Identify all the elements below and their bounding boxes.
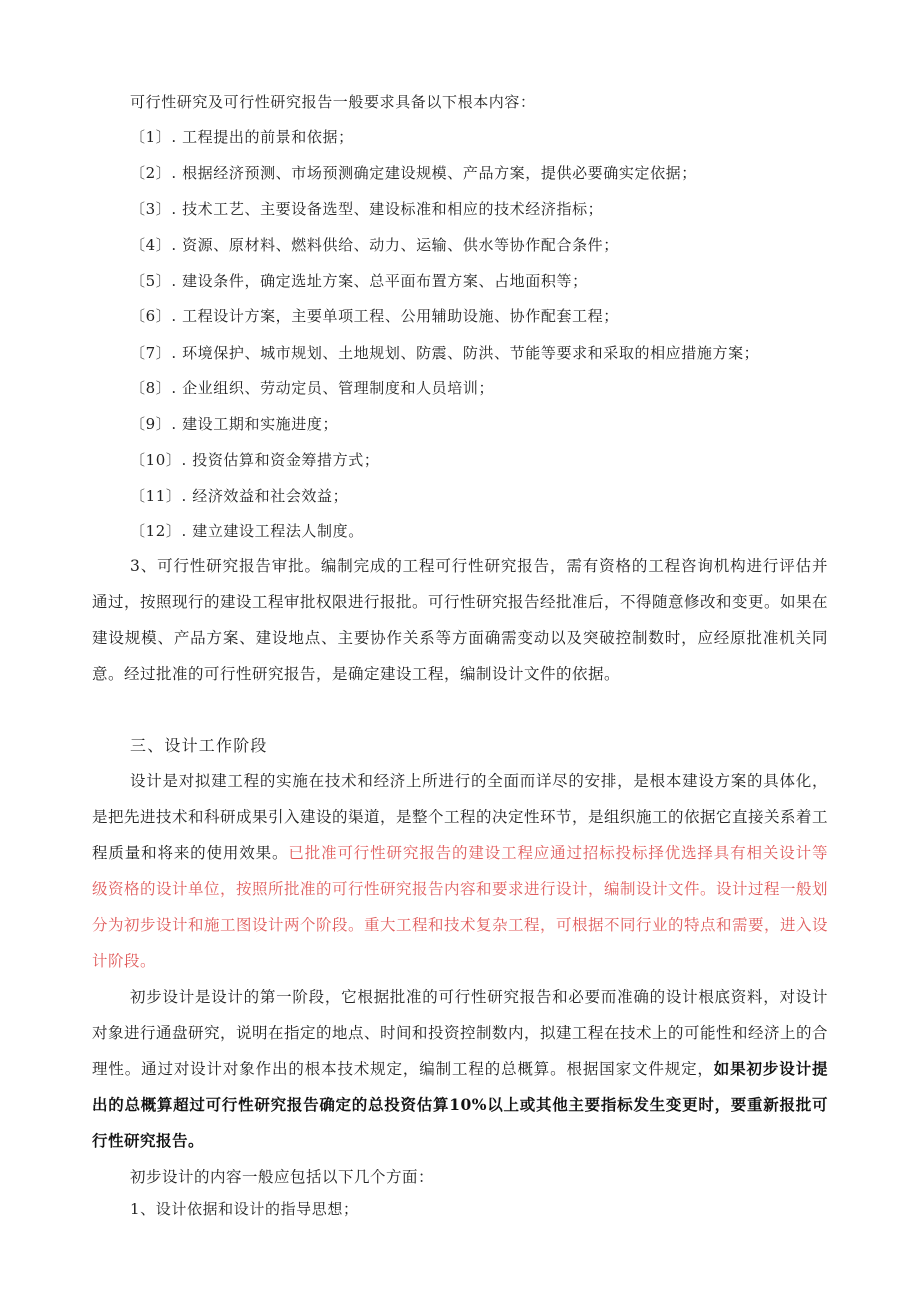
preliminary-text: 初步设计是设计的第一阶段，它根据批准的可行性研究报告和必要而准确的设计根底资料，对设计对象进行通盘研究，说明在指定的地点、时间和投资控制数内，拟建工程在技术上的可能性和经济上的合理性。通过对设计对象作出的根本技术规定，编制工程的总概算。根据国家文件规定，: [92, 988, 829, 1078]
list-item: 〔11〕. 经济效益和社会效益；: [130, 487, 349, 505]
list-item: 〔3〕. 技术工艺、主要设备选型、建设标准和相应的技术经济指标；: [130, 200, 604, 218]
list-item: 〔12〕. 建立建设工程法人制度。: [130, 522, 364, 540]
preliminary-emphasis-text: 如果初步设计提出的总概算超过可行性研究报告确定的总投资估算10%以上或其他主要指标发生变更时，要重新报批可行性研究报告。: [92, 1059, 828, 1150]
list-item-basis: 1、设计依据和设计的指导思想；: [130, 1200, 359, 1218]
section-heading: 三、设计工作阶段: [130, 736, 268, 755]
list-item: 〔10〕. 投资估算和资金筹措方式；: [130, 451, 380, 469]
list-item: 〔1〕. 工程提出的前景和依据；: [130, 128, 354, 146]
design-highlight-text: 已批准可行性研究报告的建设工程应通过招标投标择优选择具有相关设计等级资格的设计单位，按照所批准的可行性研究报告内容和要求进行设计，编制设计文件。设计过程一般划分为初步设计和施工图设计两个阶段。重大工程和技术复杂工程，可根据不同行业的特点和需要，进入设计阶段。: [92, 844, 829, 970]
list-item: 〔4〕. 资源、原材料、燃料供给、动力、运输、供水等协作配合条件；: [130, 236, 619, 254]
contents-paragraph: 初步设计的内容一般应包括以下几个方面：: [130, 1168, 435, 1186]
list-item: 〔2〕. 根据经济预测、市场预测确定建设规模、产品方案，提供必要确实定依据；: [130, 164, 697, 182]
list-item: 〔8〕. 企业组织、劳动定员、管理制度和人员培训；: [130, 379, 495, 397]
preliminary-paragraph: [92, 979, 828, 1159]
list-item: 〔6〕. 工程设计方案，主要单项工程、公用辅助设施、协作配套工程；: [130, 307, 619, 325]
intro-line: 可行性研究及可行性研究报告一般要求具备以下根本内容：: [130, 93, 536, 111]
list-item: 〔7〕. 环境保护、城市规划、土地规划、防震、防洪、节能等要求和采取的相应措施方案；: [130, 344, 760, 362]
approval-paragraph: 3、可行性研究报告审批。编制完成的工程可行性研究报告，需有资格的工程咨询机构进行评估并通过，按照现行的建设工程审批权限进行报批。可行性研究报告经批准后，不得随意修改和变更。如果在建设规模、产品方案、建设地点、主要协作关系等方面确需变动以及突破控制数时，应经原批准机关同意。经过批准的可行性研究报告，是确定建设工程，编制设计文件的依据。: [92, 557, 829, 683]
list-item: 〔5〕. 建设条件，确定选址方案、总平面布置方案、占地面积等；: [130, 272, 588, 290]
list-item: 〔9〕. 建设工期和实施进度；: [130, 415, 339, 433]
design-paragraph: [92, 763, 828, 979]
design-text: 设计是对拟建工程的实施在技术和经济上所进行的全面而详尽的安排，是根本建设方案的具体化，是把先进技术和科研成果引入建设的渠道，是整个工程的决定性环节，是组织施工的依据它直接关系着工程质量和将来的使用效果。: [92, 772, 829, 862]
